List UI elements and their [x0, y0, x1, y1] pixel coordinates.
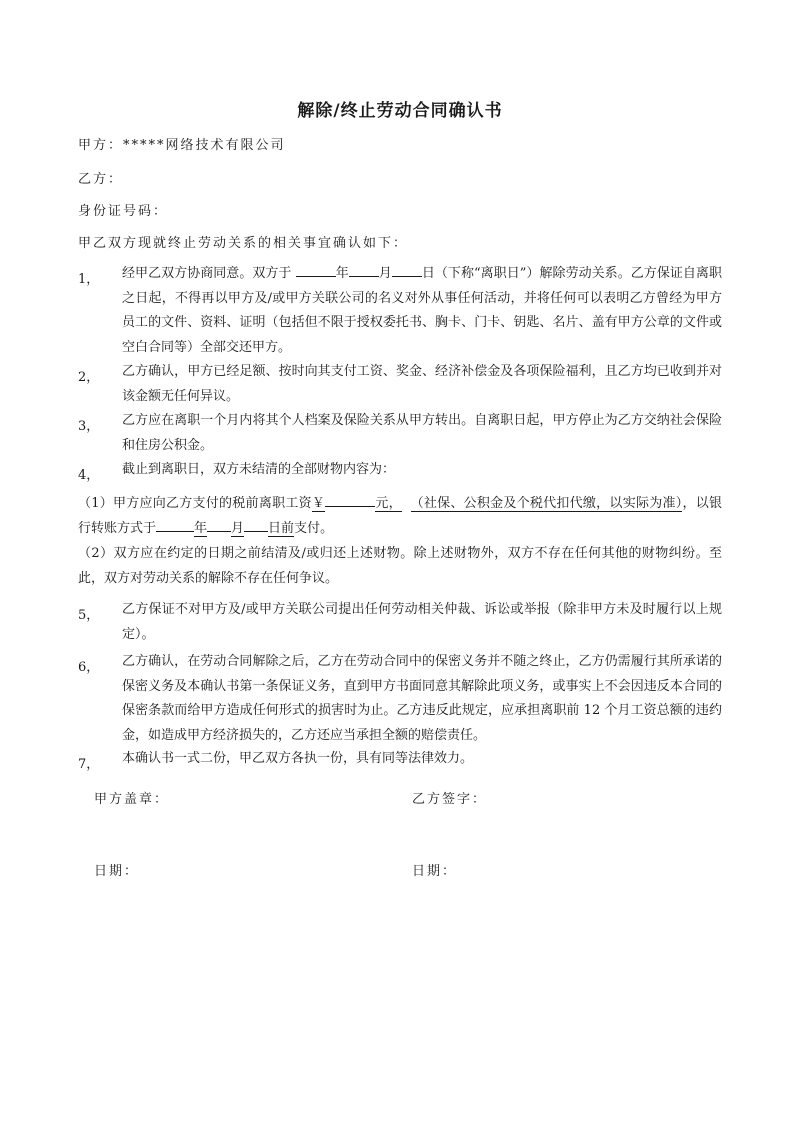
item-7-number: 7， — [78, 757, 100, 772]
pay-year-label: 年 — [194, 520, 208, 536]
pay-day-blank[interactable] — [244, 517, 268, 532]
pay-month-blank[interactable] — [207, 517, 231, 532]
sub-1-part-2: ，以银行转账方式于 — [78, 496, 722, 536]
party-b-signature-label: 乙方签字： — [412, 792, 488, 807]
item-6-text: 乙方确认，在劳动合同解除之后，乙方在劳动合同中的保密义务并不随之终止，乙方仍需履行其所承诺的保密义务及本确认书第一条保证义务，直到甲方书面同意其解除此项义务，或事实上不会因违反本合同的保密条款而给甲方造成任何形式的损害时为止。乙方违反此规定，应承担离职前 12 个月工资总额的违约金，如造成甲方经济损失的，乙方还应当承担全额的赔偿责任。 — [122, 654, 722, 743]
item-4-number: 4， — [78, 468, 100, 483]
sub-1-part-1: （1）甲方应向乙方支付的税前离职工资 — [78, 496, 312, 511]
item-5-text: 乙方保证不对甲方及/或甲方关联公司提出任何劳动相关仲裁、诉讼或举报（除非甲方未及时履行以上规定）。 — [122, 602, 722, 642]
item-3-number: 3， — [78, 419, 100, 434]
item-7-text: 本确认书一式二份，甲乙双方各执一份，具有同等法律效力。 — [122, 751, 474, 766]
item-3-text: 乙方应在离职一个月内将其个人档案及保险关系从甲方转出。自离职日起，甲方停止为乙方交纳社会保险和住房公积金。 — [122, 413, 722, 453]
item-6-number: 6， — [78, 660, 100, 675]
pay-year-blank[interactable] — [156, 517, 194, 532]
sub-item-2-text: （2）双方应在约定的日期之前结清及/或归还上述财物。除上述财物外，双方不存在任何其他的财物纠纷。至此，双方对劳动关系的解除不存在任何争议。 — [78, 546, 722, 586]
item-1-text — [122, 262, 722, 360]
day-blank[interactable] — [392, 262, 422, 277]
pay-month-label: 月 — [231, 520, 245, 536]
pay-day-label: 日前 — [268, 520, 295, 536]
item-1-part-1: 经甲乙双方协商同意。双方于 — [122, 266, 292, 281]
sub-item-1-text — [78, 492, 722, 541]
party-a-date-label: 日期： — [94, 864, 140, 879]
item-2-number: 2， — [78, 370, 100, 385]
intro-line: 甲乙双方现就终止劳动关系的相关事宜确认如下： — [78, 236, 409, 251]
sub-1-part-3: 支付。 — [294, 520, 334, 536]
currency-symbol: ￥ — [311, 496, 326, 511]
item-1-part-2: 日（下称“离职日”）解除劳动关系。乙方保证自离职之日起，不得再以甲方及/或甲方关联公司的名义对外从事任何活动，并将任何可以表明乙方曾经为甲方员工的文件、资料、证明（包括但不限于授权委托书、胸卡、门卡、钥匙、名片、盖有甲方公章的文件或空白合同等）全部交还甲方。 — [122, 266, 722, 355]
item-5-number: 5， — [78, 608, 100, 623]
item-1-number: 1， — [78, 272, 100, 287]
month-label: 月 — [378, 266, 392, 281]
item-2-text: 乙方确认，甲方已经足额、按时向其支付工资、奖金、经济补偿金及各项保险福利，且乙方均已收到并对该金额无任何异议。 — [122, 364, 722, 404]
party-b-line: 乙方： — [78, 172, 124, 187]
salary-amount-blank[interactable] — [325, 492, 375, 507]
yuan-label: 元， — [375, 496, 402, 511]
deduction-note: （社保、公积金及个税代扣代缴，以实际为准） — [410, 496, 683, 511]
month-blank[interactable] — [349, 262, 379, 277]
item-4-text: 截止到离职日，双方未结清的全部财物内容为： — [122, 462, 396, 477]
party-b-date-label: 日期： — [412, 864, 458, 879]
year-blank[interactable] — [296, 262, 336, 277]
id-number-line: 身份证号码： — [78, 204, 169, 219]
party-a-seal-label: 甲方盖章： — [94, 792, 170, 807]
year-label: 年 — [335, 266, 349, 281]
party-a-line: 甲方：*****网络技术有限公司 — [78, 138, 286, 153]
document-title: 解除/终止劳动合同确认书 — [297, 101, 503, 121]
